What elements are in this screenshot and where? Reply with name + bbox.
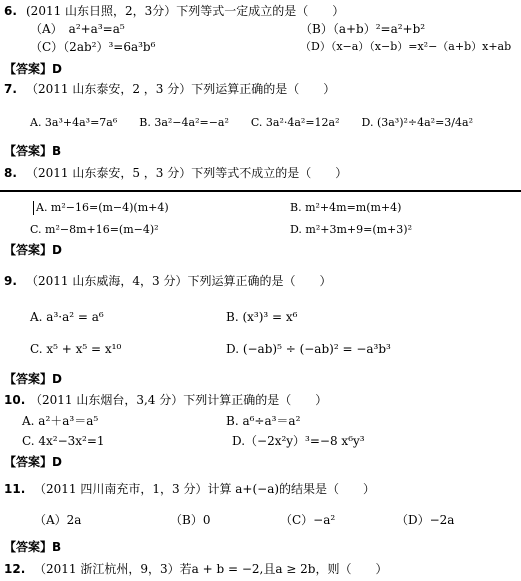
q8-option-d: D. m²+3m+9=(m+3)² [290, 223, 412, 236]
text-cursor [33, 201, 34, 215]
q11-option-d: （D）−2a [396, 513, 455, 527]
q12-stem: （2011 浙江杭州，9，3）若a + b = −2,且a ≥ 2b，则（ ） [34, 562, 388, 576]
q11-stem: （2011 四川南充市，1，3 分）计算 a+(−a)的结果是（ ） [34, 482, 376, 496]
q6-option-c: （C）（2ab²）³=6a³b⁶ [30, 40, 156, 54]
q7-number: 7. [4, 82, 17, 96]
q11-option-c: （C）−a² [280, 513, 336, 527]
q11-option-b: （B）0 [170, 513, 211, 527]
q11-number: 11. [4, 482, 26, 496]
q6-stem: (2011 山东日照，2，3分）下列等式一定成立的是（ ） [26, 4, 345, 18]
q8-option-b: B. m²+4m=m(m+4) [290, 201, 402, 214]
q6-option-b: （B）（a+b）²=a²+b² [300, 22, 426, 36]
q9-option-d: D. (−ab)⁵ ÷ (−ab)² = −a³b³ [226, 342, 391, 356]
q10-answer: 【答案】D [4, 455, 62, 469]
q6-number: 6. [4, 4, 17, 18]
q10-option-a: A. a²＋a³＝a⁵ [22, 414, 99, 428]
q9-option-a: A. a³·a² = a⁶ [30, 310, 104, 324]
q10-option-c: C. 4x²−3x²=1 [22, 434, 105, 448]
q8-stem: （2011 山东泰安，5 ，3 分）下列等式不成立的是（ ） [26, 166, 348, 180]
q8-option-a: A. m²−16=(m−4)(m+4) [36, 201, 169, 214]
q7-stem: （2011 山东泰安，2 ，3 分）下列运算正确的是（ ） [26, 82, 336, 96]
q8-option-c: C. m²−8m+16=(m−4)² [30, 223, 159, 236]
q6-answer: 【答案】D [4, 62, 62, 76]
q6-option-d: （D）（x−a）（x−b）=x²−（a+b）x+ab [300, 40, 512, 53]
q10-number: 10. [4, 393, 26, 407]
q7-options: A. 3a³+4a³=7a⁶ B. 3a²−4a²=−a² C. 3a²·4a²=12a² D. (3a³)²÷4a²=3/4a² [30, 116, 473, 129]
q9-answer: 【答案】D [4, 372, 62, 386]
q11-option-a: （A）2a [34, 513, 82, 527]
q8-number: 8. [4, 166, 17, 180]
page-divider [0, 190, 521, 192]
q9-number: 9. [4, 274, 17, 288]
q9-option-c: C. x⁵ + x⁵ = x¹⁰ [30, 342, 122, 356]
q10-stem: （2011 山东烟台，3,4 分）下列计算正确的是（ ） [30, 393, 328, 407]
q11-answer: 【答案】B [4, 540, 62, 554]
q7-answer: 【答案】B [4, 144, 62, 158]
q9-stem: （2011 山东威海，4，3 分）下列运算正确的是（ ） [26, 274, 332, 288]
q8-answer: 【答案】D [4, 243, 62, 257]
q9-option-b: B. (x³)³ = x⁶ [226, 310, 298, 324]
q6-option-a: （A） a²+a³=a⁵ [30, 22, 125, 36]
q10-option-b: B. a⁶÷a³＝a² [226, 414, 301, 428]
q12-number: 12. [4, 562, 26, 576]
q10-option-d: D.（−2x²y）³=−8 x⁶y³ [232, 434, 365, 448]
